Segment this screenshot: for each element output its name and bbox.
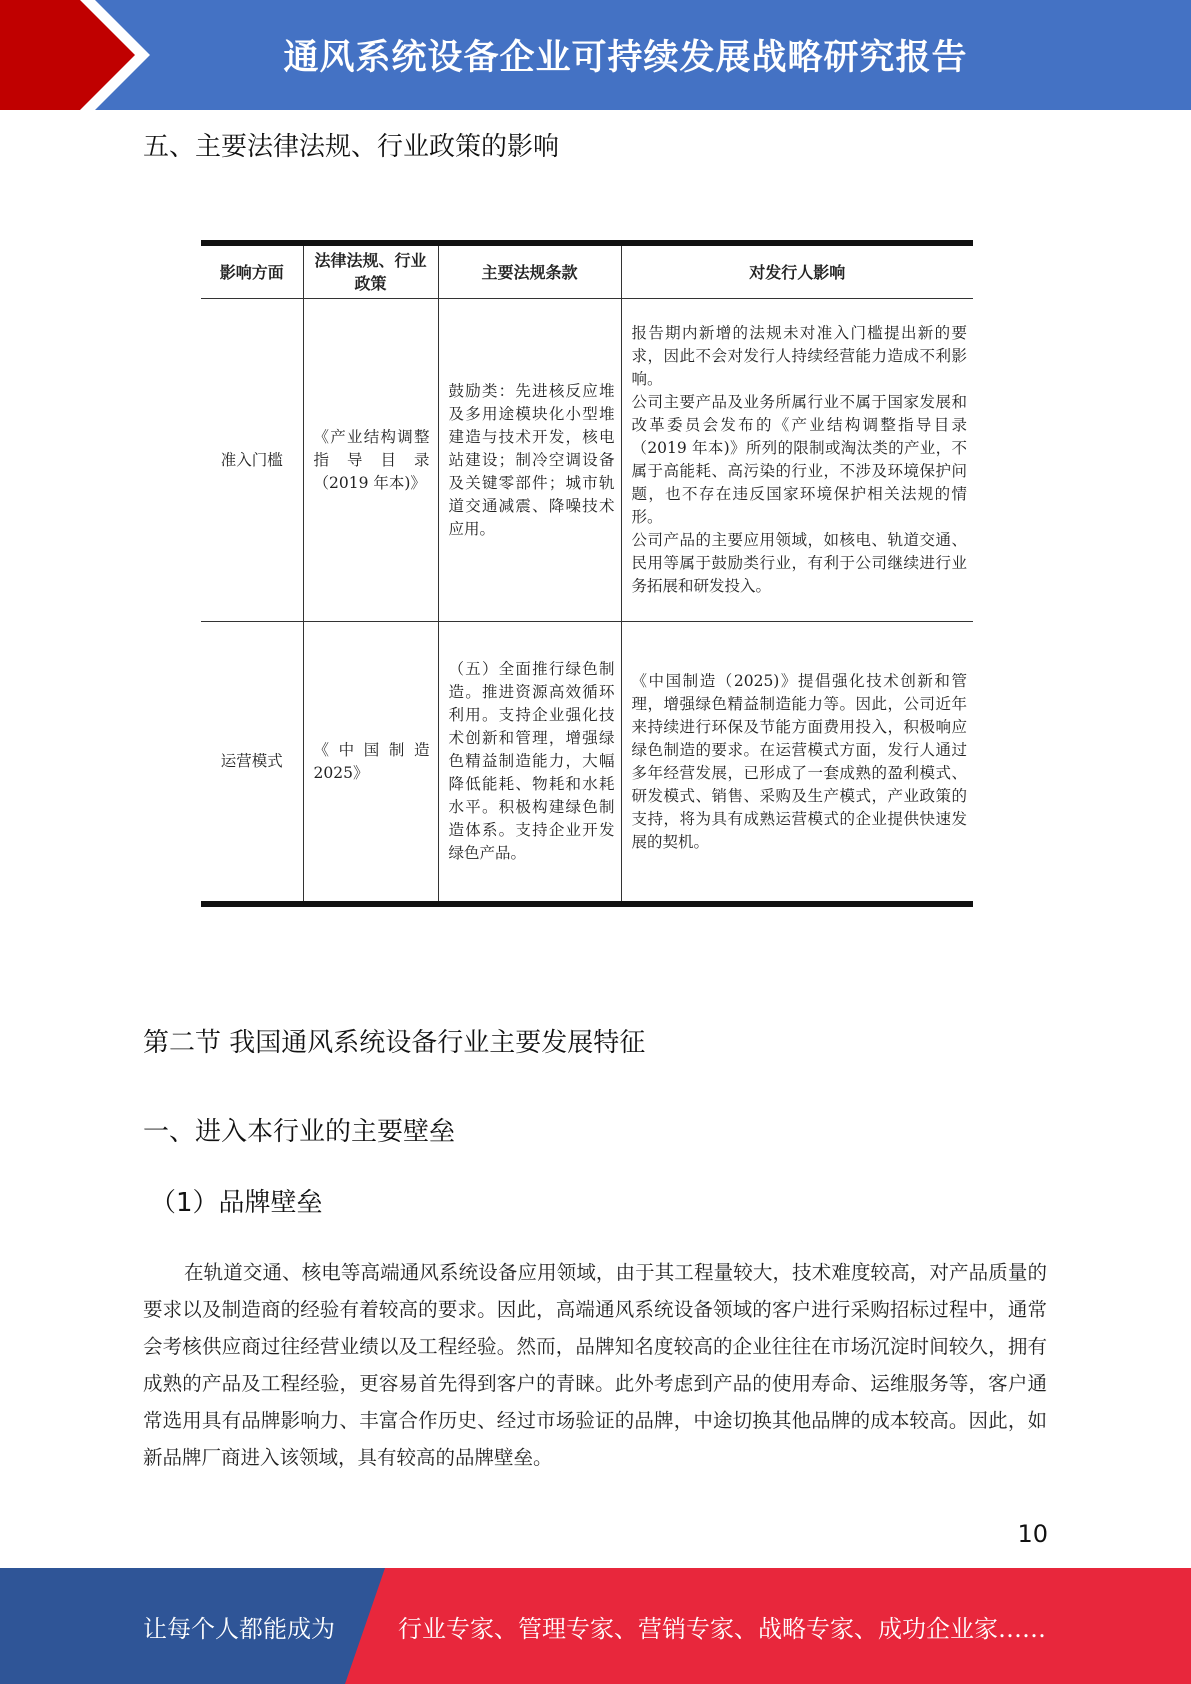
regulation-table [201,240,973,907]
page-header [0,0,1191,110]
table-row [201,622,973,905]
header-red-arrow [0,0,150,110]
cell-impact [621,299,973,622]
cell-aspect: 运营模式 [201,622,303,905]
table-row [201,299,973,622]
column-header-impact: 对发行人影响 [621,243,973,299]
page-footer [0,1568,1191,1684]
impact-paragraph: 《中国制造（2025)》提倡强化技术创新和管理，增强绿色精益制造能力等。因此，公司近年来持续进行环保及节能方面费用投入，积极响应绿色制造的要求。在运营模式方面，发行人通过多年经营发展，已形成了一套成熟的盈利模式、研发模式、销售、采购及生产模式，产业政策的支持，将为具有成熟运营模式的企业提供快速发展的契机。 [631,671,967,851]
impact-paragraph: 报告期内新增的法规未对准入门槛提出新的要求，因此不会对发行人持续经营能力造成不利影响。 [631,324,967,388]
subsection-heading-barriers: 一、进入本行业的主要壁垒 [143,1117,456,1147]
cell-impact [621,622,973,905]
report-title: 通风系统设备企业可持续发展战略研究报告 [283,38,968,78]
footer-slogan-right: 行业专家、管理专家、营销专家、战略专家、成功企业家…… [398,1614,1046,1643]
footer-slogan-left: 让每个人都能成为 [143,1614,335,1643]
column-header-clause: 主要法规条款 [438,243,621,299]
column-header-aspect: 影响方面 [201,243,303,299]
cell-policy: 《中国制造 2025》 [303,622,438,905]
column-header-policy: 法律法规、行业政策 [303,243,438,299]
cell-clause: 鼓励类：先进核反应堆及多用途模块化小型堆建造与技术开发，核电站建设；制冷空调设备及关键零部件；城市轨道交通减震、降噪技术应用。 [438,299,621,622]
regulation-table-wrapper [201,240,973,907]
cell-policy: 《产业结构调整指导目录（2019 年本)》 [303,299,438,622]
impact-paragraph: 公司主要产品及业务所属行业不属于国家发展和改革委员会发布的《产业结构调整指导目录（2019 年本)》所列的限制或淘汰类的产业，不属于高能耗、高污染的行业，不涉及环境保护问题，也不存在违反国家环境保护相关法规的情形。 [631,393,967,526]
page-number: 10 [1017,1520,1048,1548]
subsection-heading-brand: （1）品牌壁垒 [150,1188,323,1218]
body-paragraph: 在轨道交通、核电等高端通风系统设备应用领域，由于其工程量较大，技术难度较高，对产品质量的要求以及制造商的经验有着较高的要求。因此，高端通风系统设备领域的客户进行采购招标过程中，通常会考核供应商过往经营业绩以及工程经验。然而，品牌知名度较高的企业往往在市场沉淀时间较久，拥有成熟的产品及工程经验，更容易首先得到客户的青睐。此外考虑到产品的使用寿命、运维服务等，客户通常选用具有品牌影响力、丰富合作历史、经过市场验证的品牌，中途切换其他品牌的成本较高。因此，如新品牌厂商进入该领域，具有较高的品牌壁垒。 [143,1261,1047,1469]
chapter-heading: 第二节 我国通风系统设备行业主要发展特征 [143,1028,646,1058]
table-header-row [201,243,973,299]
cell-aspect: 准入门槛 [201,299,303,622]
impact-paragraph: 公司产品的主要应用领域，如核电、轨道交通、民用等属于鼓励类行业，有利于公司继续进行业务拓展和研发投入。 [631,531,967,595]
section-heading-laws: 五、主要法律法规、行业政策的影响 [143,132,560,162]
cell-clause: （五）全面推行绿色制造。推进资源高效循环利用。支持企业强化技术创新和管理，增强绿色精益制造能力，大幅降低能耗、物耗和水耗水平。积极构建绿色制造体系。支持企业开发绿色产品。 [438,622,621,905]
